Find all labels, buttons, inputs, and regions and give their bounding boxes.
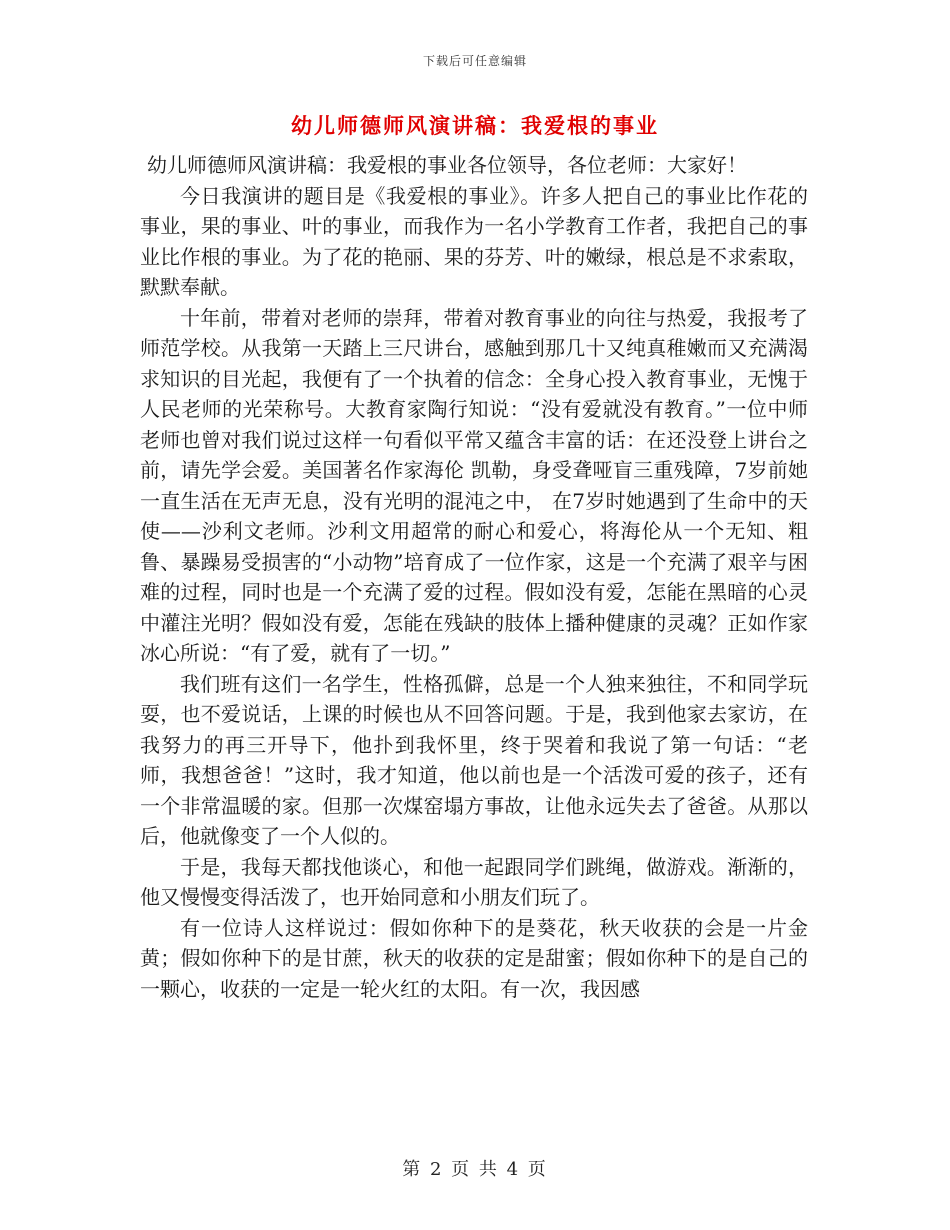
paragraph: 我们班有这们一名学生，性格孤僻，总是一个人独来独往，不和同学玩耍，也不爱说话，上课的时候也从不回答问题。于是，我到他家去家访，在我努力的再三开导下，他扑到我怀里，终于哭着和我说了第一句话：“老师，我想爸爸！”这时，我才知道，他以前也是一个活泼可爱的孩子，还有一个非常温暖的家。但那一次煤窑塌方事故，让他永远失去了爸爸。从那以后，他就像变了一个人似的。	[140, 671, 808, 848]
document-title: 幼儿师德师风演讲稿：我爱根的事业	[291, 113, 659, 138]
paragraph: 十年前，带着对老师的崇拜，带着对教育事业的向往与热爱，我报考了师范学校。从我第一天踏上三尺讲台，感触到那几十又纯真稚嫩而又充满渴求知识的目光起，我便有了一个执着的信念：全身心投入教育事业，无愧于人民老师的光荣称号。大教育家陶行知说：“没有爱就没有教育。”一位中师老师也曾对我们说过这样一句看似平常又蕴含丰富的话：在还没登上讲台之前，请先学会爱。美国著名作家海伦 凯勒，身受聋哑盲三重残障，7岁前她一直生活在无声无息，没有光明的混沌之中， 在7岁时她遇到了生命中的天使——沙利文老师。沙利文用超常的耐心和爱心，将海伦从一个无知、粗鲁、暴躁易受损害的“小动物”培育成了一位作家，这是一个充满了艰辛与困难的过程，同时也是一个充满了爱的过程。假如没有爱，怎能在黑暗的心灵中灌注光明？假如没有爱，怎能在残缺的肢体上播种健康的灵魂？正如作家冰心所说：“有了爱，就有了一切。”	[140, 305, 808, 665]
paragraph: 有一位诗人这样说过：假如你种下的是葵花，秋天收获的会是一片金黄；假如你种下的是甘蔗，秋天的收获的定是甜蜜；假如你种下的是自己的一颗心，收获的一定是一轮火红的太阳。有一次，我因感	[140, 915, 808, 1001]
paragraph: 今日我演讲的题目是《我爱根的事业》。许多人把自己的事业比作花的事业，果的事业、叶的事业，而我作为一名小学教育工作者，我把自己的事业比作根的事业。为了花的艳丽、果的芬芳、叶的嫩绿，根总是不求索取，默默奉献。	[140, 183, 808, 299]
paragraph-greeting: 幼儿师德师风演讲稿：我爱根的事业各位领导，各位老师：大家好！	[147, 153, 747, 177]
paragraph: 于是，我每天都找他谈心，和他一起跟同学们跳绳，做游戏。渐渐的，他又慢慢变得活泼了，也开始同意和小朋友们玩了。	[140, 854, 808, 909]
page-indicator: 第 2 页 共 4 页	[402, 1159, 548, 1180]
header-note: 下载后可任意编辑	[422, 54, 527, 68]
document-body	[140, 150, 808, 1004]
